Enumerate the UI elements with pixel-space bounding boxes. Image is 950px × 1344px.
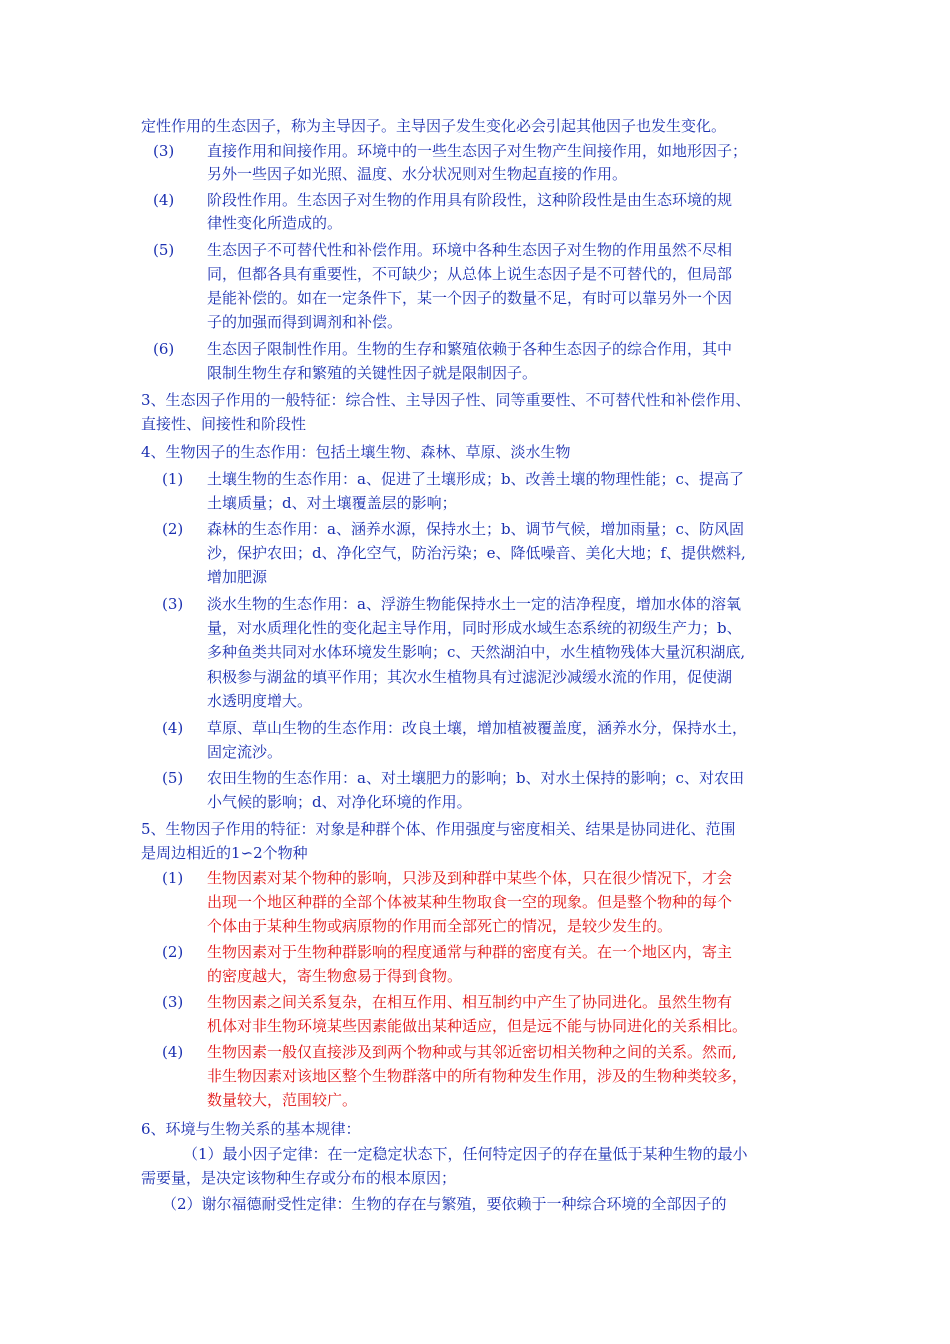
- item-line: 沙，保护农田；d、净化空气，防治污染；e、降低噪音、美化大地；f、提供燃料,: [207, 544, 746, 562]
- section-heading: 6、环境与生物关系的基本规律：: [141, 1120, 361, 1138]
- item-line: 淡水生物的生态作用：a、浮游生物能保持水土一定的洁净程度，增加水体的溶氧: [207, 595, 741, 613]
- item-line: 律性变化所造成的。: [207, 214, 343, 232]
- item-line: 是能补偿的。如在一定条件下，某一个因子的数量不足，有时可以靠另外一个因: [207, 289, 733, 307]
- item-line: 小气候的影响；d、对净化环境的作用。: [207, 793, 472, 811]
- item-line: 个体由于某种生物或病原物的作用而全部死亡的情况，是较少发生的。: [207, 917, 673, 935]
- item-line: 非生物因素对该地区整个生物群落中的所有物种发生作用，涉及的生物种类较多，: [207, 1067, 748, 1085]
- item-number: (4): [162, 1043, 184, 1061]
- item-number: (1): [162, 869, 184, 887]
- item-line: 的密度越大，寄生物愈易于得到食物。: [207, 967, 463, 985]
- paragraph-line: 需要量，是决定该物种生存或分布的根本原因；: [141, 1169, 457, 1187]
- item-number: (3): [153, 142, 175, 160]
- item-number: (6): [153, 340, 175, 358]
- item-number: (4): [153, 191, 175, 209]
- section-heading: 5、生物因子作用的特征：对象是种群个体、作用强度与密度相关、结果是协同进化、范围: [141, 820, 736, 838]
- item-line: 农田生物的生态作用：a、对土壤肥力的影响；b、对水土保持的影响；c、对农田: [207, 769, 744, 787]
- item-number: (2): [162, 943, 184, 961]
- section-heading: 3、生态因子作用的一般特征：综合性、主导因子性、同等重要性、不可替代性和补偿作用、: [141, 391, 751, 409]
- item-line: 生物因素对于生物种群影响的程度通常与种群的密度有关。在一个地区内，寄主: [207, 943, 733, 961]
- item-line: 多种鱼类共同对水体环境发生影响；c、天然湖泊中，水生植物残体大量沉积湖底,: [207, 643, 746, 661]
- item-line: 直接作用和间接作用。环境中的一些生态因子对生物产生间接作用，如地形因子；: [207, 142, 748, 160]
- item-number: (3): [162, 595, 184, 613]
- item-line: 出现一个地区种群的全部个体被某种生物取食一空的现象。但是整个物种的每个: [207, 893, 733, 911]
- item-number: (3): [162, 993, 184, 1011]
- paragraph-line: （1）最小因子定律：在一定稳定状态下，任何特定因子的存在量低于某种生物的最小: [183, 1145, 748, 1163]
- section-heading-cont: 是周边相近的1∽2个物种: [141, 844, 308, 862]
- item-line: 增加肥源: [207, 568, 268, 586]
- item-number: (5): [153, 241, 175, 259]
- item-line: 机体对非生物环境某些因素能做出某种适应，但是远不能与协同进化的关系相比。: [207, 1017, 748, 1035]
- item-line: 生物因素对某个物种的影响，只涉及到种群中某些个体，只在很少情况下，才会: [207, 869, 733, 887]
- item-line: 水透明度增大。: [207, 692, 313, 710]
- paragraph-line: （2）谢尔福德耐受性定律：生物的存在与繁殖，要依赖于一种综合环境的全部因子的: [162, 1195, 727, 1213]
- item-line: 限制生物生存和繁殖的关键性因子就是限制因子。: [207, 364, 538, 382]
- item-line: 子的加强而得到调剂和补偿。: [207, 313, 403, 331]
- item-line: 草原、草山生物的生态作用：改良土壤，增加植被覆盖度，涵养水分，保持水土，: [207, 719, 748, 737]
- item-number: (2): [162, 520, 184, 538]
- item-line: 量，对水质理化性的变化起主导作用，同时形成水域生态系统的初级生产力；b、: [207, 619, 742, 637]
- item-line: 生态因子不可替代性和补偿作用。环境中各种生态因子对生物的作用虽然不尽相: [207, 241, 733, 259]
- item-number: (4): [162, 719, 184, 737]
- item-line: 生物因素一般仅直接涉及到两个物种或与其邻近密切相关物种之间的关系。然而,: [207, 1043, 737, 1061]
- item-line: 生物因素之间关系复杂，在相互作用、相互制约中产生了协同进化。虽然生物有: [207, 993, 733, 1011]
- item-number: (1): [162, 470, 184, 488]
- item-line: 同，但都各具有重要性，不可缺少；从总体上说生态因子是不可替代的，但局部: [207, 265, 733, 283]
- item-number: (5): [162, 769, 184, 787]
- section-heading-cont: 直接性、间接性和阶段性: [141, 415, 307, 433]
- item-line: 生态因子限制性作用。生物的生存和繁殖依赖于各种生态因子的综合作用，其中: [207, 340, 733, 358]
- item-line: 数量较大，范围较广。: [207, 1091, 358, 1109]
- item-line: 森林的生态作用：a、涵养水源，保持水土；b、调节气候，增加雨量；c、防风固: [207, 520, 744, 538]
- item-line: 阶段性作用。生态因子对生物的作用具有阶段性，这种阶段性是由生态环境的规: [207, 191, 733, 209]
- item-line: 土壤质量；d、对土壤覆盖层的影响；: [207, 494, 457, 512]
- section-heading: 4、生物因子的生态作用：包括土壤生物、森林、草原、淡水生物: [141, 443, 571, 461]
- intro-line: 定性作用的生态因子，称为主导因子。主导因子发生变化必会引起其他因子也发生变化。: [141, 117, 727, 135]
- item-line: 固定流沙。: [207, 743, 283, 761]
- item-line: 积极参与湖盆的填平作用；其次水生植物具有过滤泥沙减缓水流的作用，促使湖: [207, 668, 733, 686]
- item-line: 土壤生物的生态作用：a、促进了土壤形成；b、改善土壤的物理性能；c、提高了: [207, 470, 744, 488]
- item-line: 另外一些因子如光照、温度、水分状况则对生物起直接的作用。: [207, 165, 628, 183]
